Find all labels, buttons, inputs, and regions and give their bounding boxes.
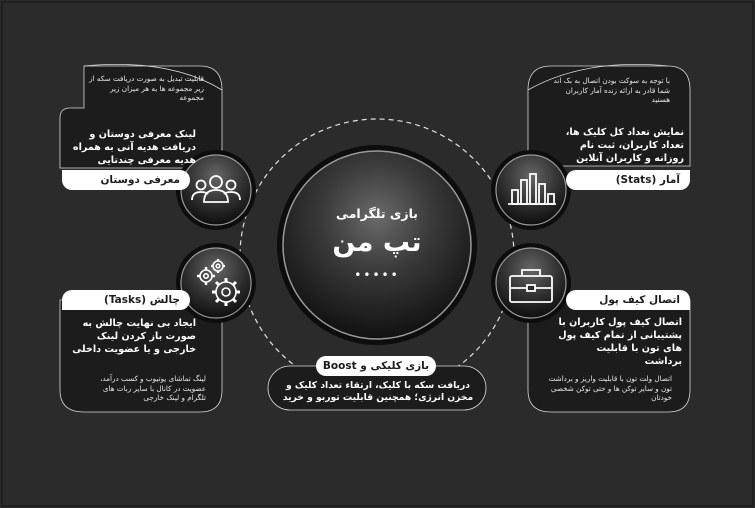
label-tasks [62,290,190,310]
note-tasks: لینگ تماشای یوتیوب و کسب درآمد، عضویت در کانال با سایر ربات های تلگرام و لینک خارجی [100,374,206,402]
label-tasks-text: چالش (Tasks) [104,294,180,306]
label-referral-text: معرفی دوستان [100,174,180,186]
body-wallet: اتصال کیف پول کاربران با پشتیبانی از تمام کیف پول های تون با قابلیت برداشت [558,317,682,367]
center-title: تپ من [332,227,422,258]
icon-node-wallet [491,243,571,323]
body-clicker: دریافت سکه با کلیک، ارتقاء تعداد کلیک و مخزن انرژی؛ همچنین قابلیت توربو و خرید [282,380,474,403]
body-stats: نمایش تعداد کل کلیک ها، تعداد کاربران، ثبت نام روزانه و کاربران آنلاین [565,127,684,164]
center-subtitle: بازی تلگرامی [336,206,418,221]
label-referral [62,170,190,190]
center-dots: ••••• [354,268,400,282]
label-clicker-text: بازی کلیکی و Boost [322,360,430,372]
icon-node-stats [491,150,571,230]
body-tasks: ایجاد بی نهایت چالش به صورت باز کردن لینک خارجی و یا عضویت داخلی [72,318,196,355]
note-referral: قابلیت تبدیل به صورت دریافت سکه از زیر مجموعه ها به هر میزان زیر مجموعه [89,74,204,102]
body-referral: لینک معرفی دوستان و دریافت هدیه آنی به همراه هدیه معرفی چندتایی [72,129,196,166]
note-stats: با توجه به سوکت بودن اتصال به بک اند شما قادر به ارائه زنده آمار کاربران هستید [553,76,670,104]
note-wallet: اتصال ولت تون با قابلیت واریز و برداشت تون و سایر توکن ها و حتی توکن شخصی خودتان [548,374,672,402]
label-stats-text: آمار (Stats) [615,174,680,186]
label-wallet [566,290,690,310]
label-wallet-text: اتصال کیف پول [599,294,680,306]
label-clicker [316,356,436,376]
label-stats [566,170,690,190]
